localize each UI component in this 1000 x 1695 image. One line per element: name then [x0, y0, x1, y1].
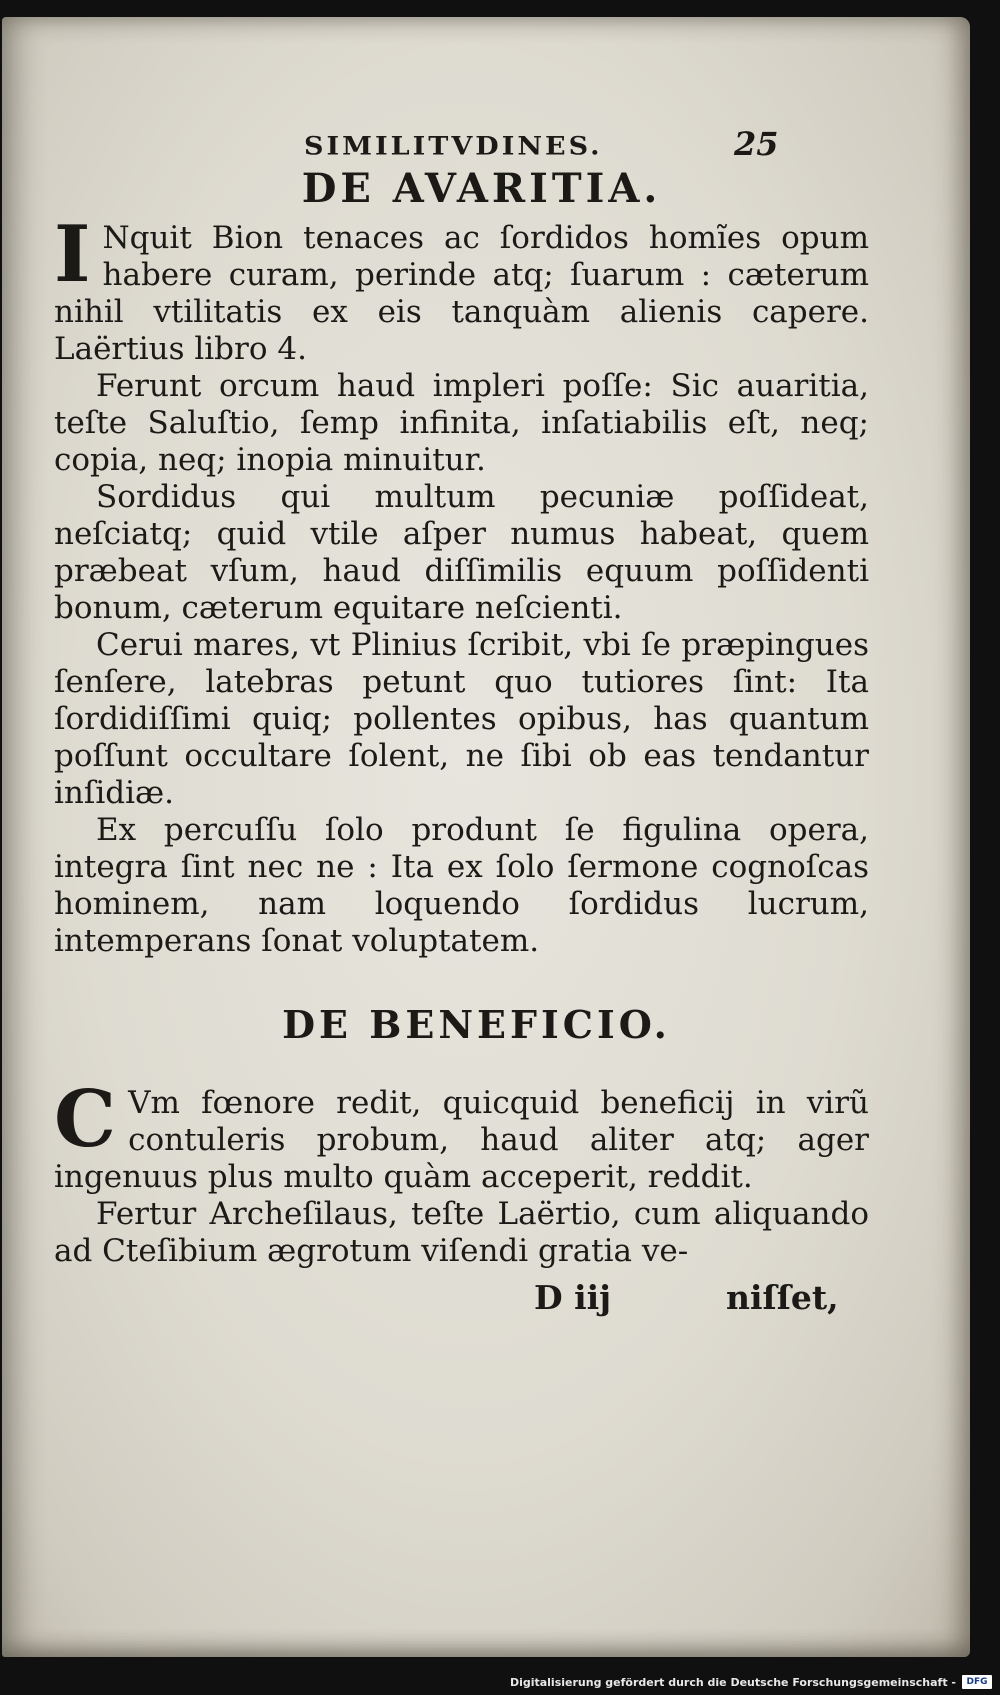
section-heading: DE AVARITIA. — [301, 165, 662, 212]
section-de-avaritia — [54, 165, 869, 960]
paragraph: Fertur Archeſilaus, teſte Laërtio, cum aliquando ad Cteſibium ægrotum viſendi gratia ve- — [54, 1196, 869, 1269]
paragraph: Sordidus qui multum pecuniæ poſſideat, neſciatq; quid vtile aſper numus habeat, quem præbeat vſum, haud diſſimilis equum poſſidenti bonum, cæterum equitare neſcienti. — [54, 479, 869, 626]
paragraph: Cerui mares, vt Plinius ſcribit, vbi ſe præpingues ſenſere, latebras petunt quo tutiores ſint: Ita ſordidiſſimi quiq; pollentes opibus, has quantum poſſunt occultare ſolent, ne ſibi ob eas tendantur inſidiæ. — [54, 627, 869, 811]
book-page — [2, 17, 970, 1657]
paragraph — [54, 1074, 869, 1196]
paragraph-text: Vm fœnore redit, quicquid beneficij in virũ contuleris probum, haud aliter atq; ager ingenuus plus multo quàm acceperit, reddit. — [54, 1085, 869, 1195]
running-head — [54, 117, 869, 163]
text-block — [54, 117, 869, 1320]
dfg-logo-icon: DFG — [962, 1675, 992, 1689]
catchline — [54, 1274, 869, 1320]
section-de-beneficio — [54, 1002, 869, 1270]
page-number: 25 — [734, 125, 779, 163]
drop-cap: C — [54, 1074, 117, 1165]
paragraph: Ferunt orcum haud impleri poſſe: Sic auaritia, teſte Saluſtio, ſemp infinita, inſatiabilis eſt, neq; copia, neq; inopia minuitur. — [54, 368, 869, 478]
paragraph — [54, 209, 869, 368]
drop-cap: I — [54, 209, 91, 300]
digitization-footer — [510, 1672, 992, 1692]
running-head-title: SIMILITVDINES. — [304, 131, 603, 162]
catchword: niſſet, — [726, 1278, 839, 1317]
paragraph: Ex percuſſu ſolo produnt ſe figulina opera, integra ſint nec ne : Ita ex ſolo ſermone cognoſcas hominem, nam loquendo ſordidus lucrum, intemperans ſonat voluptatem. — [54, 812, 869, 959]
signature-mark: D iij — [534, 1278, 612, 1317]
digitization-credit: Digitalisierung gefördert durch die Deutsche Forschungsgemeinschaft - — [509, 1675, 956, 1689]
section-heading: DE BENEFICIO. — [282, 1002, 671, 1047]
paragraph-text: Nquit Bion tenaces ac ſordidos homĩes opum habere curam, perinde atq; ſuarum : cæterum nihil vtilitatis ex eis tanquàm alienis capere. Laërtius libro 4. — [54, 220, 869, 367]
